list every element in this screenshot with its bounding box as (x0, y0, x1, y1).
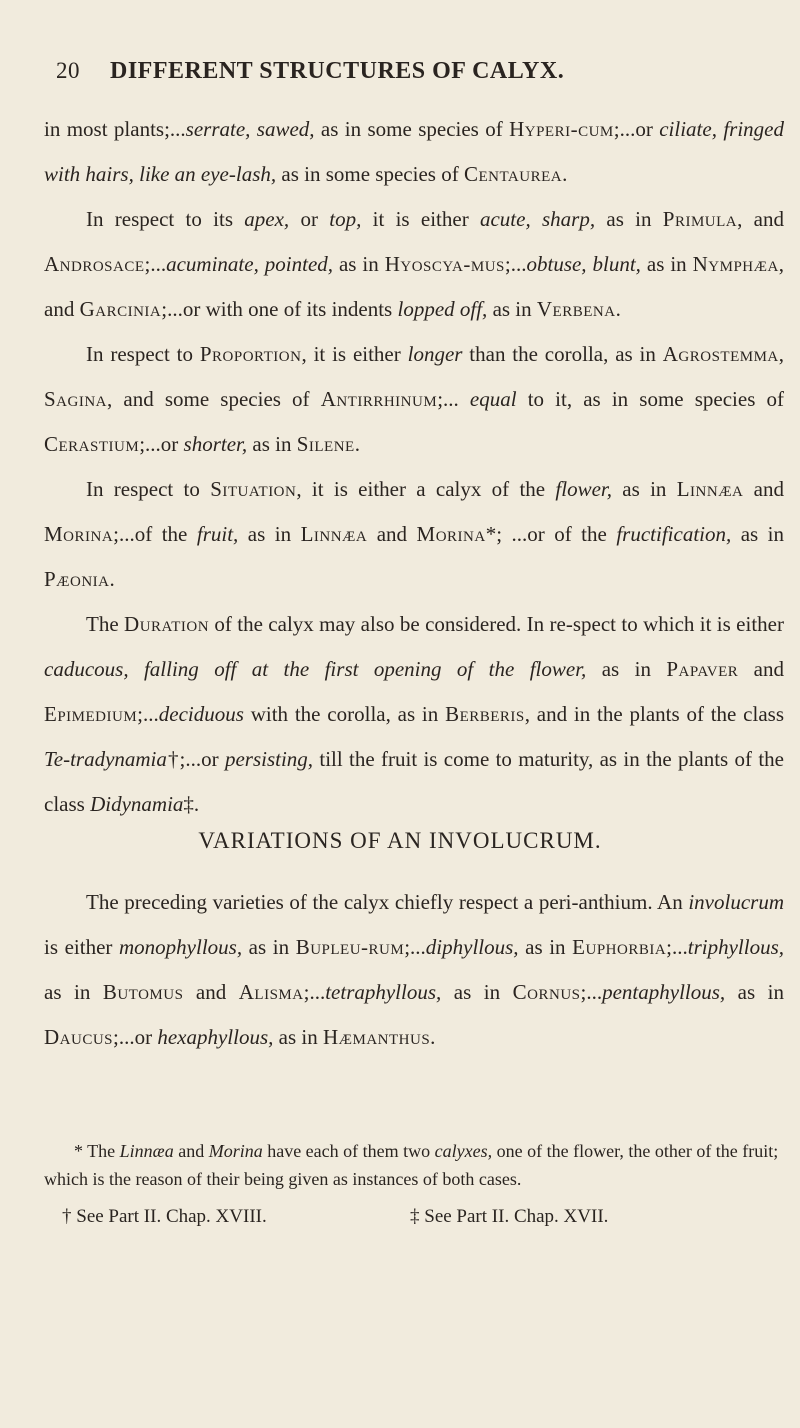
text-run: ;... (580, 980, 603, 1004)
italic-run: shorter, (183, 432, 248, 456)
genus-name: Silene (296, 432, 355, 456)
genus-name: Centaurea (463, 162, 563, 186)
genus-name: Hyperi-cum (509, 117, 614, 141)
text-run: ;...or (139, 432, 184, 456)
genus-name: Bupleu-rum (295, 935, 405, 959)
text-run: as in (612, 477, 677, 501)
text-run: have each of them two (262, 1141, 435, 1161)
italic-run: acute, sharp, (479, 207, 596, 231)
genus-name: Hyoscya-mus (384, 252, 505, 276)
footnote (44, 1137, 784, 1193)
text-run: and (743, 477, 785, 501)
text-run: , and in the plants of the class (524, 702, 784, 726)
genus-name: Alisma (238, 980, 304, 1004)
genus-name: Linnæa (676, 477, 744, 501)
italic-run: longer (407, 342, 463, 366)
text-run: * The (74, 1141, 120, 1161)
genus-name: Euphorbia (572, 935, 667, 959)
reference-dagger: † See Part II. Chap. XVIII. (62, 1206, 267, 1227)
italic-run: fruit, (196, 522, 239, 546)
genus-name: Primula (662, 207, 738, 231)
text-run: . (354, 432, 360, 456)
text-run: to it, as in some species of (516, 387, 784, 411)
text-run: and (173, 1141, 209, 1161)
italic-run: fructification, (616, 522, 732, 546)
text-run: as in (518, 935, 573, 959)
genus-name: Berberis (445, 702, 525, 726)
text-run: as in (242, 935, 296, 959)
genus-name: Antirrhinum (320, 387, 438, 411)
text-run: ;... (666, 935, 688, 959)
genus-name: Daucus (44, 1025, 114, 1049)
text-run: ;... (144, 252, 167, 276)
genus-name: Butomus (102, 980, 184, 1004)
text-run: In respect to (86, 477, 211, 501)
italic-run: caducous, falling off at the first opening of the flower, (44, 657, 587, 681)
italic-run: apex, (244, 207, 290, 231)
italic-run: ciliate, fringed with hairs, like an eye-lash, (44, 117, 784, 186)
text-run: as in (640, 252, 693, 276)
genus-name: Androsace (44, 252, 145, 276)
paragraph-involucrum (44, 880, 784, 1060)
genus-name: Papaver (666, 657, 739, 681)
text-run: or (289, 207, 330, 231)
text-run: till the fruit is come to maturity, as in the plants of the class (44, 747, 784, 816)
text-run: . (430, 1025, 436, 1049)
text-run: of the calyx may also be considered. In re-spect to which it is either (209, 612, 784, 636)
text-run: one of the flower, the other of the fruit; which is the reason of their being given as instances of both cases. (44, 1141, 779, 1189)
text-run: . (615, 297, 621, 321)
text-run: . (109, 567, 115, 591)
text-run: †;...or (166, 747, 225, 771)
text-run: it is either (361, 207, 480, 231)
term-name: Situation (210, 477, 297, 501)
text-run: The preceding varieties of the calyx chiefly respect a peri-anthium. An (86, 890, 689, 914)
genus-name: Linnæa (300, 522, 368, 546)
paragraph-situation (44, 467, 784, 602)
italic-run: diphyllous, (425, 935, 519, 959)
italic-run: lopped off, (397, 297, 488, 321)
section-heading: VARIATIONS OF AN INVOLUCRUM. (198, 828, 602, 853)
text-run: in most plants;... (44, 117, 186, 141)
italic-run: monophyllous, (119, 935, 243, 959)
footnote-text (44, 1137, 784, 1193)
italic-run: serrate, sawed, (185, 117, 315, 141)
text-run: as in (273, 1025, 323, 1049)
text-run: ;... (303, 980, 326, 1004)
text-run: as in some species of (276, 162, 464, 186)
text-run: is either (44, 935, 119, 959)
genus-name: Epimedium (44, 702, 138, 726)
italic-run: hexaphyllous, (157, 1025, 274, 1049)
italic-run: calyxes, (434, 1141, 493, 1161)
paragraph-duration (44, 602, 784, 827)
text-run: as in (44, 980, 103, 1004)
text-run: ;... (404, 935, 426, 959)
main-text (44, 107, 784, 827)
text-run: , and (44, 252, 785, 321)
genus-name: Nymphæa (692, 252, 779, 276)
text-run: with the corolla, as in (243, 702, 446, 726)
text-run: as in (725, 980, 785, 1004)
text-run: ;... (137, 702, 159, 726)
text-run: The (86, 612, 125, 636)
italic-run: top, (329, 207, 362, 231)
genus-name: Garcinia (79, 297, 162, 321)
term-name: Proportion (199, 342, 302, 366)
text-run: as in (731, 522, 785, 546)
genus-name: Cerastium (44, 432, 140, 456)
genus-name: Cornus (512, 980, 581, 1004)
text-run: ;... (437, 387, 470, 411)
italic-run: pentaphyllous, (602, 980, 726, 1004)
genus-name: Sagina (44, 387, 108, 411)
text-run: ;...or (113, 1025, 158, 1049)
text-run: , it is either (301, 342, 408, 366)
text-run: as in some species of (314, 117, 510, 141)
italic-run: tetraphyllous, (325, 980, 442, 1004)
text-run: as in (595, 207, 663, 231)
italic-run: flower, (555, 477, 612, 501)
text-run: as in (333, 252, 385, 276)
genus-name: Morina (416, 522, 486, 546)
text-run: , (778, 342, 784, 366)
term-name: Duration (124, 612, 210, 636)
text-run: . (562, 162, 568, 186)
paragraph-proportion (44, 332, 784, 467)
running-title: DIFFERENT STRUCTURES OF CALYX. (110, 58, 565, 84)
italic-run: Linnæa (119, 1141, 174, 1161)
italic-run: Te-tradynamia (44, 747, 167, 771)
italic-run: obtuse, blunt, (526, 252, 641, 276)
text-run: as in (441, 980, 513, 1004)
text-run: , and some species of (107, 387, 321, 411)
italic-run: persisting, (224, 747, 314, 771)
italic-run: equal (469, 387, 517, 411)
text-run: and (738, 657, 784, 681)
text-run: as in (487, 297, 537, 321)
genus-name: Morina (44, 522, 114, 546)
involucrum-text (44, 880, 784, 1060)
italic-run: triphyllous, (687, 935, 785, 959)
italic-run: Morina (208, 1141, 263, 1161)
text-run: , and (737, 207, 784, 231)
genus-name: Verbena (536, 297, 616, 321)
reference-double-dagger: ‡ See Part II. Chap. XVII. (410, 1206, 609, 1227)
text-run: ;...or (613, 117, 660, 141)
page-number: 20 (56, 58, 80, 83)
text-run: ;... (504, 252, 527, 276)
text-run: , it is either a calyx of the (296, 477, 556, 501)
text-run: as in (247, 432, 297, 456)
italic-run: deciduous (158, 702, 244, 726)
paragraph-margin (44, 107, 784, 197)
text-run: and (183, 980, 239, 1004)
text-run: ;...or with one of its indents (161, 297, 398, 321)
text-run: *; ...or of the (485, 522, 617, 546)
text-run: In respect to (86, 342, 200, 366)
text-run: as in (238, 522, 301, 546)
italic-run: involucrum (688, 890, 784, 914)
text-run: as in (586, 657, 667, 681)
text-run: In respect to its (86, 207, 245, 231)
text-run: ‡. (183, 792, 200, 816)
italic-run: acuminate, pointed, (166, 252, 334, 276)
italic-run: Didynamia (90, 792, 184, 816)
genus-name: Hæmanthus (322, 1025, 431, 1049)
text-run: than the corolla, as in (462, 342, 663, 366)
text-run: and (367, 522, 417, 546)
paragraph-apex (44, 197, 784, 332)
genus-name: Agrostemma (662, 342, 779, 366)
text-run: ;...of the (113, 522, 197, 546)
genus-name: Pæonia (44, 567, 110, 591)
